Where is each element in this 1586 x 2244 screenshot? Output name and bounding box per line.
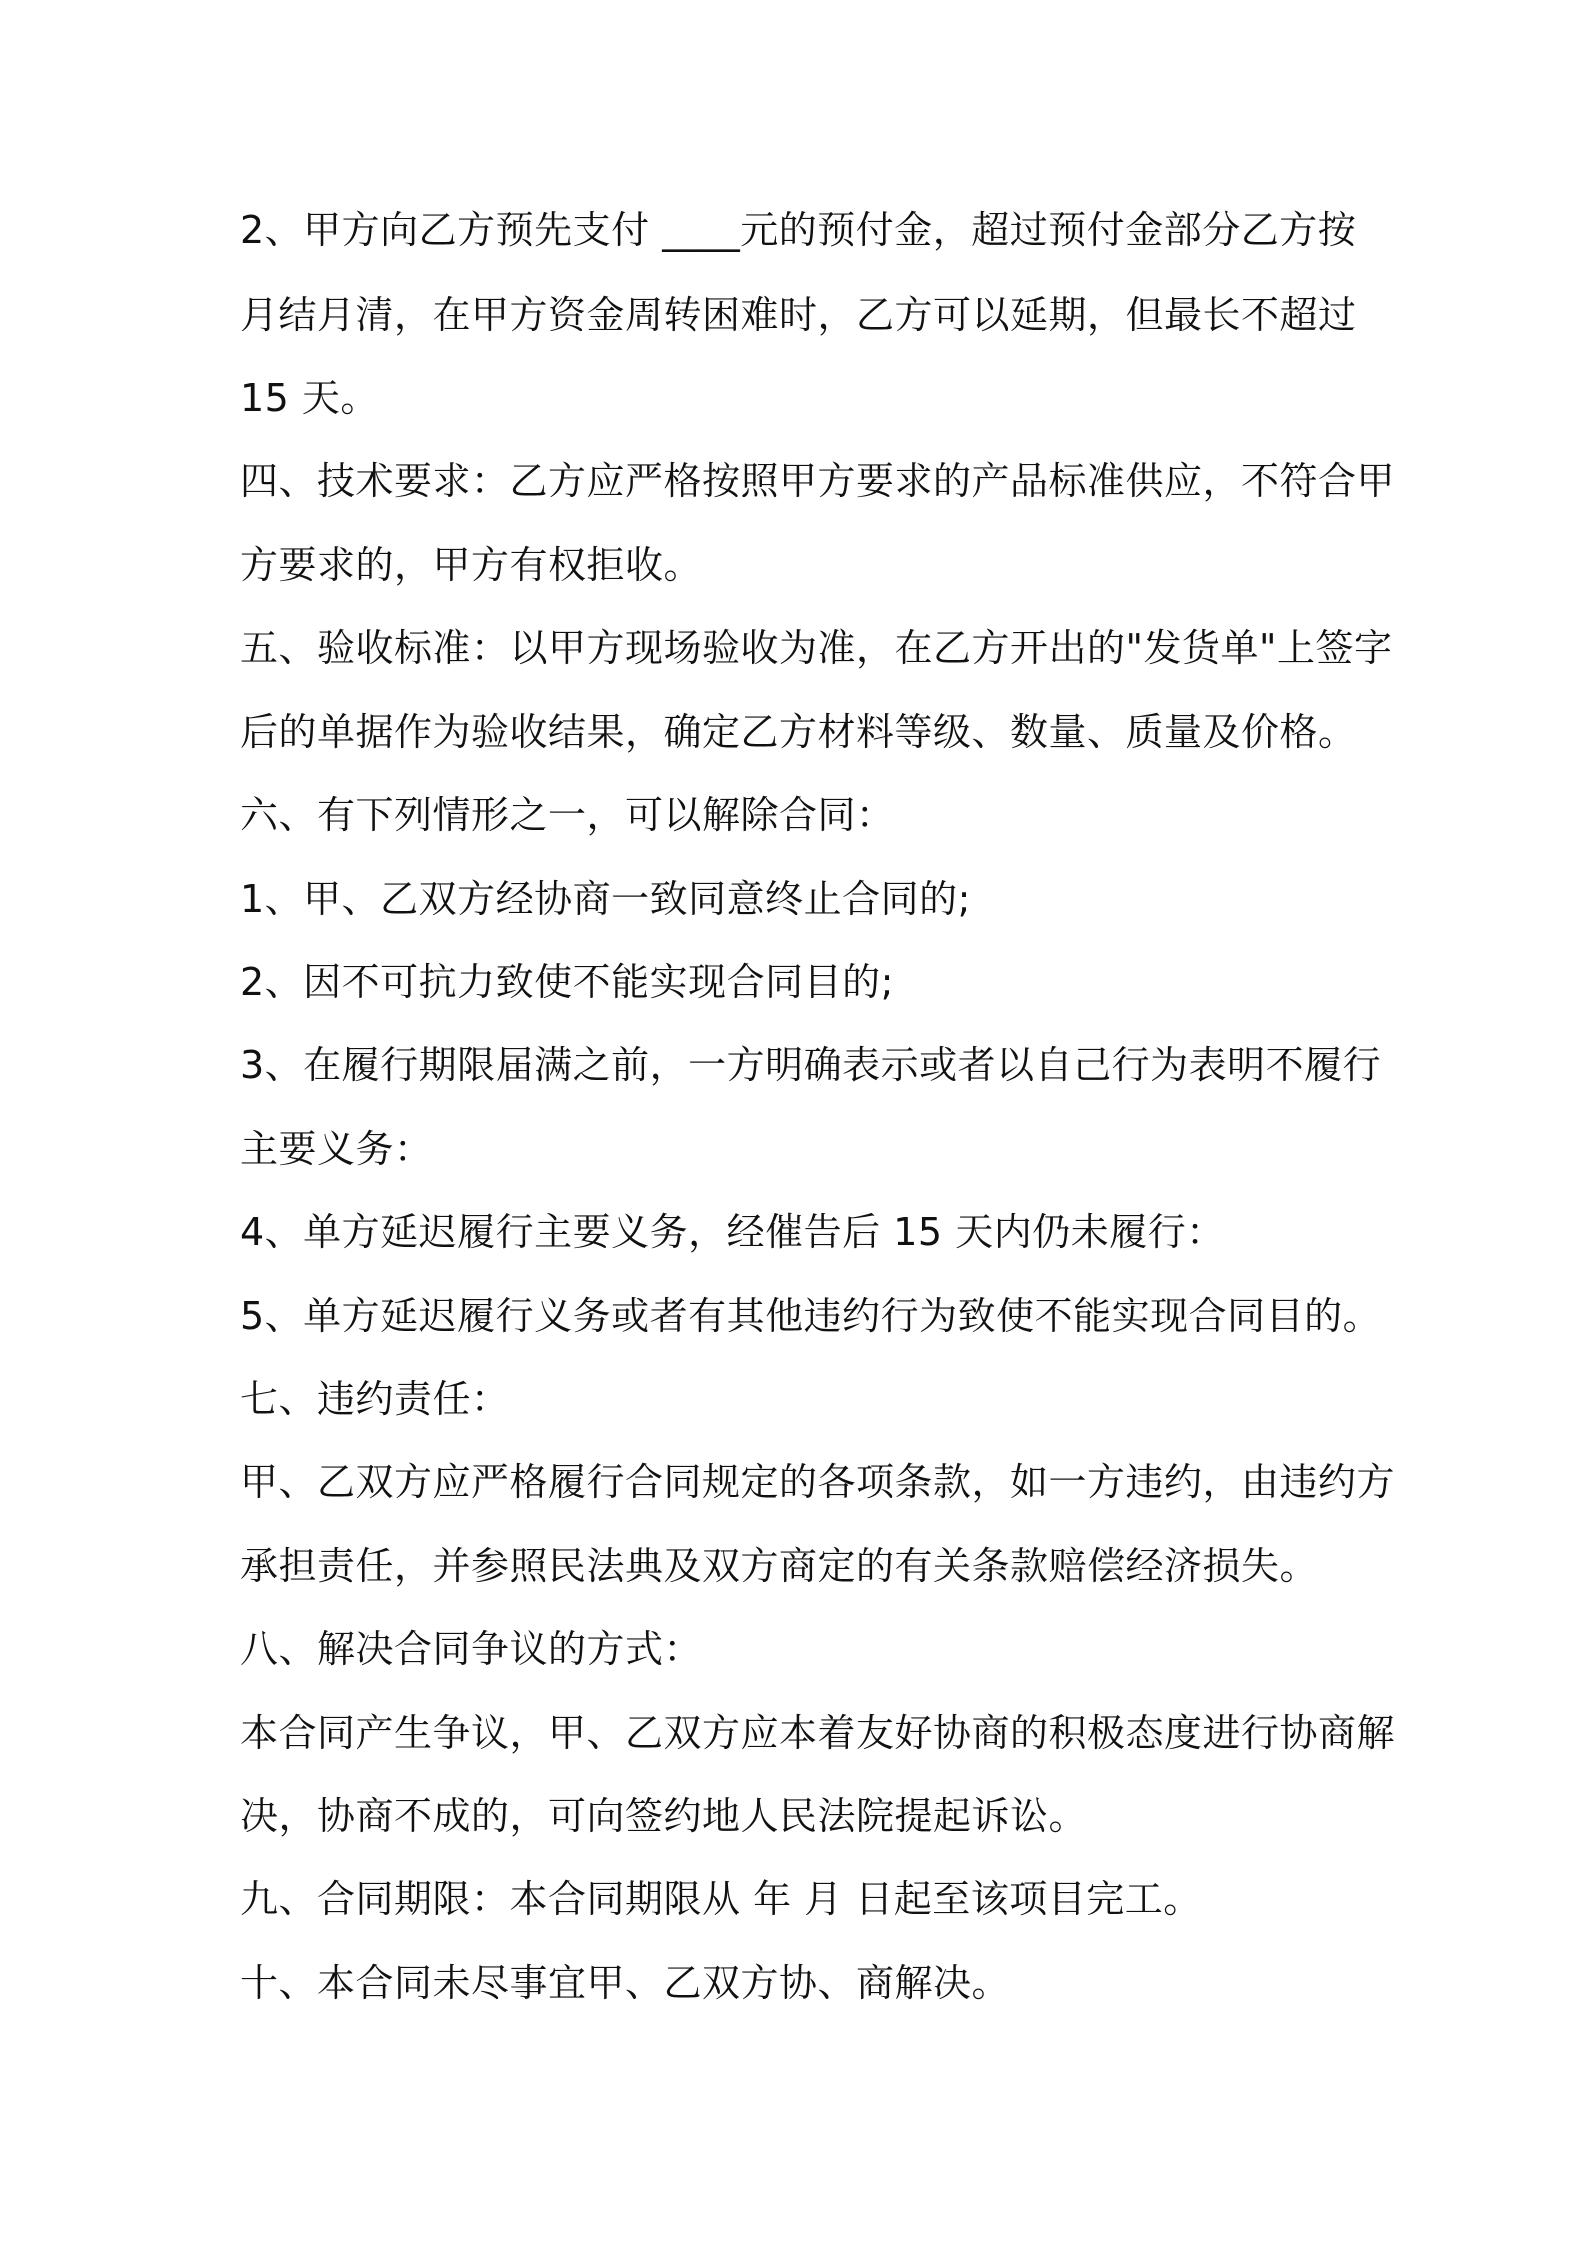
text-line: 15 天。: [240, 376, 379, 420]
text-line: 甲、乙双方应严格履行合同规定的各项条款，如一方违约，由违约方: [240, 1460, 1396, 1504]
text-line: 本合同产生争议，甲、乙双方应本着友好协商的积极态度进行协商解: [240, 1711, 1396, 1755]
text-line: 七、违约责任：: [240, 1377, 510, 1421]
text-line: 决，协商不成的，可向签约地人民法院提起诉讼。: [240, 1794, 1088, 1838]
text-line: 5、单方延迟履行义务或者有其他违约行为致使不能实现合同目的。: [240, 1294, 1382, 1338]
text-line: 2、因不可抗力致使不能实现合同目的;: [240, 960, 894, 1004]
text-line: 十、本合同未尽事宜甲、乙双方协、商解决。: [240, 1961, 1011, 2005]
text-line: 八、解决合同争议的方式：: [240, 1627, 703, 1671]
text-line: 六、有下列情形之一，可以解除合同：: [240, 793, 895, 837]
text-line: 3、在履行期限届满之前，一方明确表示或者以自己行为表明不履行: [240, 1043, 1382, 1087]
text-line: 五、验收标准：以甲方现场验收为准，在乙方开出的"发货单"上签字: [240, 626, 1393, 670]
text-line: 4、单方延迟履行主要义务，经催告后 15 天内仍未履行：: [240, 1210, 1225, 1254]
text-line: 月结月清，在甲方资金周转困难时，乙方可以延期，但最长不超过: [240, 293, 1357, 337]
text-line: 后的单据作为验收结果，确定乙方材料等级、数量、质量及价格。: [240, 710, 1357, 754]
text-line: 2、甲方向乙方预先支付 ____元的预付金，超过预付金部分乙方按: [240, 208, 1357, 252]
text-line: 主要义务：: [240, 1127, 433, 1171]
text-line: 方要求的，甲方有权拒收。: [240, 543, 703, 587]
text-line: 九、合同期限：本合同期限从 年 月 日起至该项目完工。: [240, 1877, 1202, 1921]
text-line: 四、技术要求：乙方应严格按照甲方要求的产品标准供应，不符合甲: [240, 459, 1396, 503]
text-line: 承担责任，并参照民法典及双方商定的有关条款赔偿经济损失。: [240, 1544, 1319, 1588]
text-line: 1、甲、乙双方经协商一致同意终止合同的;: [240, 877, 971, 921]
